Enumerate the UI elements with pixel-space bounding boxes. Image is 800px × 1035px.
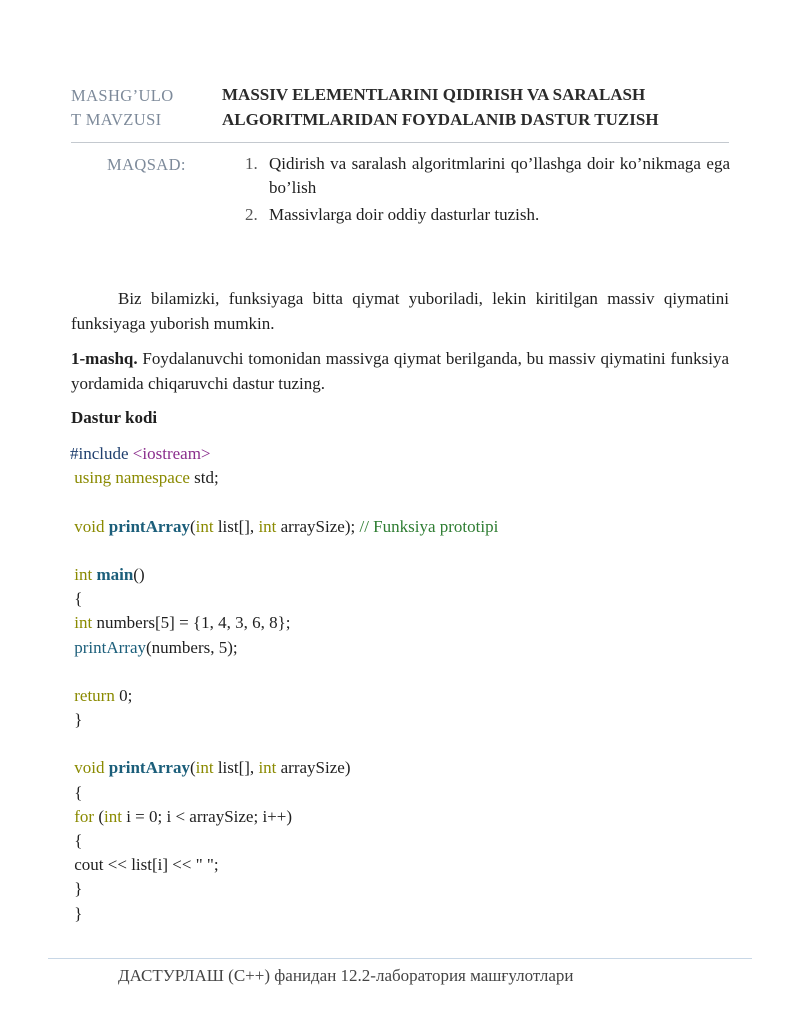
code-line: void printArray(int list[], int arraySize); // Funksiya prototipi (70, 516, 499, 536)
topic-title-line1: MASSIV ELEMENTLARINI QIDIRISH VA SARALASH (222, 85, 646, 104)
topic-title (222, 82, 762, 132)
code-line-blank (70, 660, 730, 684)
exercise-paragraph (71, 346, 729, 396)
goal-text: Qidirish va saralash algoritmlarini qo’llashga doir ko’nikmaga ega bo’lish (269, 154, 730, 197)
code-line-blank (70, 539, 730, 563)
code-line: return 0; (70, 685, 133, 705)
code-line: int main() (70, 564, 145, 584)
goal-number: 2. (245, 205, 258, 224)
exercise-text: Foydalanuvchi tomonidan massivga qiymat berilganda, bu massiv qiymatini funksiya yordamida chiqaruvchi dastur tuzing. (71, 349, 729, 393)
code-line: } (70, 710, 83, 730)
topic-label (71, 84, 201, 132)
code-line: #include <iostream> (70, 444, 211, 463)
code-listing (70, 442, 730, 926)
intro-paragraph: Biz bilamizki, funksiyaga bitta qiymat yuboriladi, lekin kiritilgan massiv qiymatini funksiyaga yuborish mumkin. (71, 289, 729, 333)
code-line: { (70, 782, 83, 802)
goal-list (245, 152, 730, 230)
goal-item (245, 203, 730, 227)
code-line: int numbers[5] = {1, 4, 3, 6, 8}; (70, 613, 291, 633)
code-line-blank (70, 490, 730, 514)
code-heading: Dastur kodi (71, 408, 158, 427)
code-line: { (70, 831, 83, 850)
code-line: using namespace std; (70, 468, 219, 488)
goal-item (245, 152, 730, 200)
topic-label-line1: MASHG’ULO (71, 86, 174, 105)
topic-title-line2: ALGORITMLARIDAN FOYDALANIB DASTUR TUZISH (222, 110, 659, 129)
page-footer: ДАСТУРЛАШ (С++) фанидан 12.2-лаборатория машғулотлари (118, 966, 574, 985)
exercise-label: 1-mashq. (71, 349, 138, 368)
goal-label: MAQSAD: (107, 155, 186, 174)
code-line: void printArray(int list[], int arraySize) (70, 758, 351, 778)
code-line: printArray(numbers, 5); (70, 637, 238, 657)
code-line: cout << list[i] << " "; (70, 855, 219, 875)
topic-label-line2: T MAVZUSI (71, 110, 162, 129)
code-line: { (70, 589, 83, 609)
code-line: } (70, 879, 83, 899)
code-line-blank (70, 732, 730, 756)
goal-number: 1. (245, 154, 258, 173)
code-line: } (70, 903, 83, 923)
goal-text: Massivlarga doir oddiy dasturlar tuzish. (269, 205, 540, 224)
code-line: for (int i = 0; i < arraySize; i++) (70, 806, 293, 826)
footer-divider (48, 958, 752, 959)
header-divider (71, 142, 729, 143)
